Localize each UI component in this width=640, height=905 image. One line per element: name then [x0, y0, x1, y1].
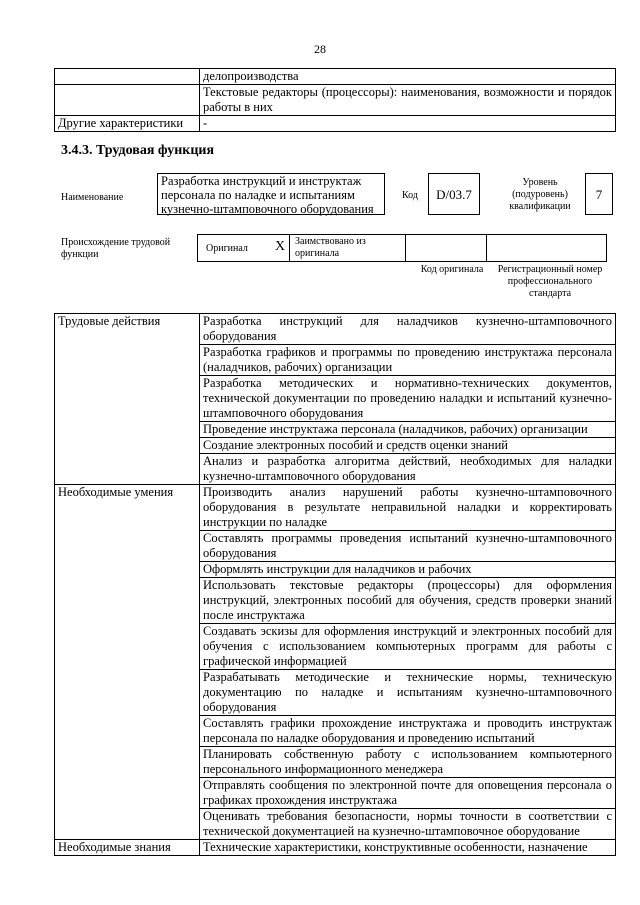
divider: [405, 235, 406, 261]
table-row: [55, 314, 616, 345]
row-label: Необходимые знания: [55, 840, 200, 856]
table-row: [55, 69, 616, 85]
table-cell: Оформлять инструкции для наладчиков и рабочих: [200, 562, 616, 578]
table-cell: Создавать эскизы для оформления инструкций и электронных пособий для обучения с использованием компьютерных программ для работы с графической информацией: [200, 624, 616, 670]
page-number: 28: [314, 42, 326, 56]
name-label: Наименование: [61, 192, 124, 203]
table-cell: Текстовые редакторы (процессоры): наименования, возможности и порядок работы в них: [200, 85, 616, 116]
table-cell: Технические характеристики, конструктивные особенности, назначение: [200, 840, 616, 856]
table-row: [55, 840, 616, 856]
section-title: 3.4.3. Трудовая функция: [61, 143, 215, 158]
table-cell: Использовать текстовые редакторы (процессоры) для оформления инструкций, электронных пособий для обучения, средств проверки знаний после инструктажа: [200, 578, 616, 624]
table-cell-label: Другие характеристики: [55, 116, 200, 132]
table-cell: Создание электронных пособий и средств оценки знаний: [200, 438, 616, 454]
table-row: [55, 85, 616, 116]
table-cell: Проведение инструктажа персонала (наладчиков, рабочих) организации: [200, 422, 616, 438]
table-cell: Планировать собственную работу с использованием компьютерного персонального информационного менеджера: [200, 747, 616, 778]
table-cell: Анализ и разработка алгоритма действий, необходимых для наладки кузнечно-штамповочного оборудования: [200, 454, 616, 485]
table-cell: Оценивать требования безопасности, нормы точности в соответствии с технической документацией на кузнечно-штамповочное оборудование: [200, 809, 616, 840]
table-cell: Разработка инструкций для наладчиков кузнечно-штамповочного оборудования: [200, 314, 616, 345]
table-cell: Составлять программы проведения испытаний кузнечно-штамповочного оборудования: [200, 531, 616, 562]
original-mark: X: [275, 239, 286, 254]
borrowed-label: Заимствовано из оригинала: [295, 236, 366, 259]
details-table: [54, 313, 616, 856]
level-label: Уровень (подуровень) квалификации: [509, 177, 571, 212]
origin-label: Происхождение трудовой функции: [61, 237, 171, 260]
table-cell: Разрабатывать методические и технические нормы, техническую документацию по наладке и испытаниям кузнечно-штамповочного оборудования: [200, 670, 616, 716]
divider: [289, 235, 290, 261]
original-label: Оригинал: [206, 243, 248, 254]
divider: [486, 235, 487, 261]
row-label: Необходимые умения: [55, 485, 200, 840]
table-cell-label: [55, 69, 200, 85]
table-row: [55, 485, 616, 531]
code-box: D/03.7: [428, 173, 480, 215]
code-original-caption: Код оригинала: [420, 264, 484, 275]
table-row: [55, 116, 616, 132]
table-cell-label: [55, 85, 200, 116]
level-box: 7: [585, 173, 613, 215]
table-cell: Разработка методических и нормативно-технических документов, технической документации по проведению наладки и испытаний кузнечно-штамповочного оборудования: [200, 376, 616, 422]
table-cell: -: [200, 116, 616, 132]
table-cell: Составлять графики прохождение инструктажа и проводить инструктаж персонала по наладке оборудования и проведению испытаний: [200, 716, 616, 747]
code-label: Код: [402, 190, 418, 201]
origin-box: [197, 234, 607, 262]
table-cell: Разработка графиков и программы по проведению инструктажа персонала (наладчиков, рабочих) организации: [200, 345, 616, 376]
row-label: Трудовые действия: [55, 314, 200, 485]
function-name-box: Разработка инструкций и инструктаж персонала по наладке и испытаниям кузнечно-штамповочного оборудования: [157, 173, 385, 215]
table-cell: Производить анализ нарушений работы кузнечно-штамповочного оборудования в результате неправильной наладки и корректировать инструкции по наладке: [200, 485, 616, 531]
top-table: [54, 68, 616, 132]
table-cell: делопроизводства: [200, 69, 616, 85]
reg-number-caption: Регистрационный номер профессионального стандарта: [497, 264, 603, 299]
table-cell: Отправлять сообщения по электронной почте для оповещения персонала о графиках прохождения инструктажа: [200, 778, 616, 809]
